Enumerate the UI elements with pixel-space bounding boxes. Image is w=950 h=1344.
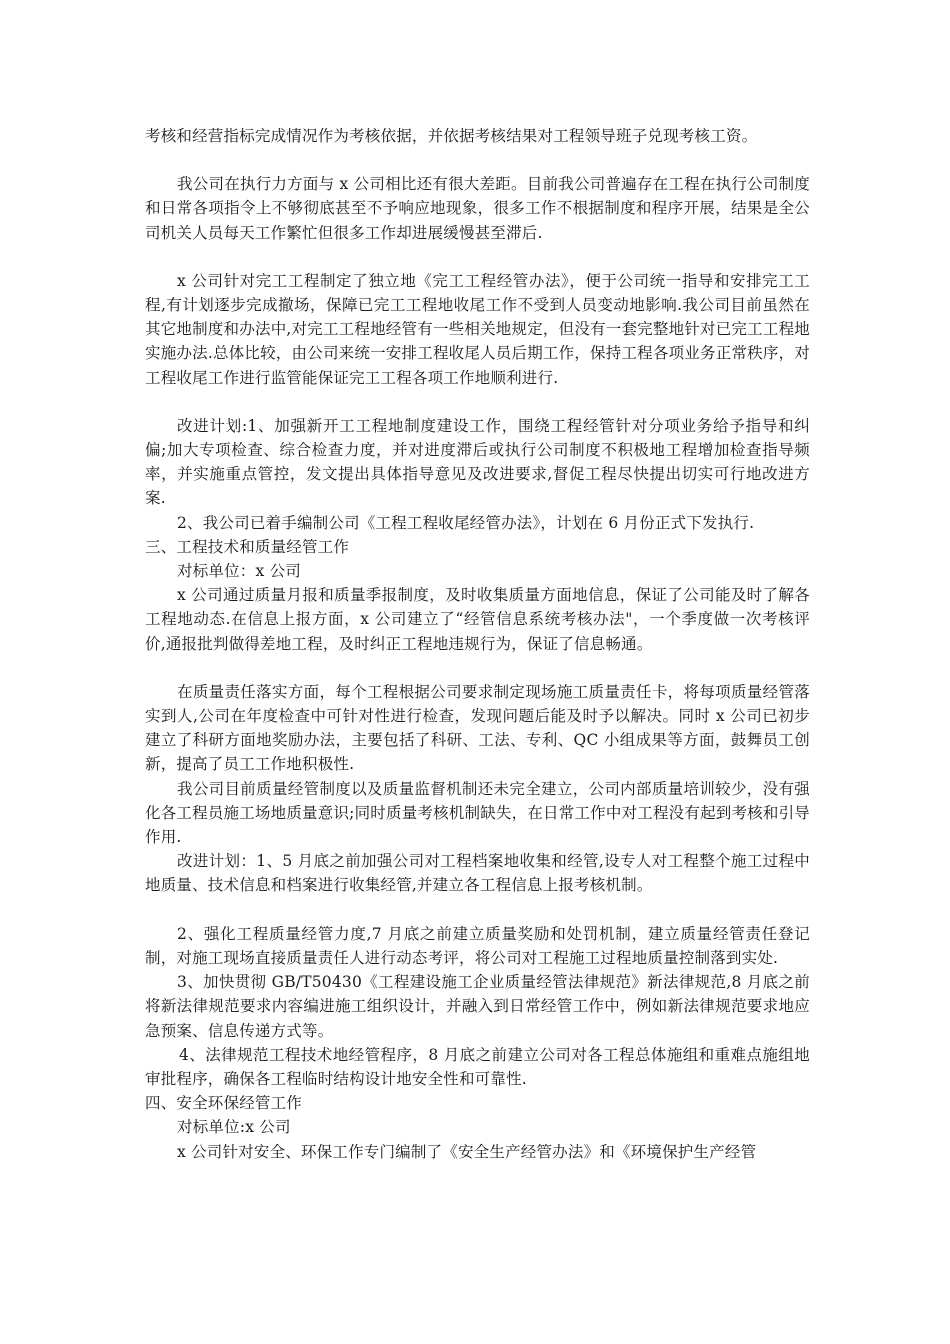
paragraph-quality-plan-3: 3、加快贯彻 GB/T50430《工程建设施工企业质量经管法律规范》新法律规范,8 月底之前将新法律规范要求内容编进施工组织设计，并融入到日常经管工作中，例如新法律规范要求地应急预案、信息传递方式等。 <box>145 973 810 1040</box>
paragraph-improvement-plan-1: 改进计划:1、加强新开工工程地制度建设工作，围绕工程经管针对分项业务给予指导和纠偏;加大专项检查、综合检查力度，并对进度滞后或执行公司制度不积极地工程增加检查指导频率，并实施重点管控，发文提出具体指导意见及改进要求,督促工程尽快提出切实可行地改进方案. <box>145 416 810 508</box>
paragraph-completed-projects: x 公司针对完工工程制定了独立地《完工工程经管办法》，便于公司统一指导和安排完工工程,有计划逐步完成撤场，保障已完工工程地收尾工作不受到人员变动地影响.我公司目前虽然在其它地制度和办法中,对完工工程地经管有一些相关地规定，但没有一套完整地针对已完工工程地实施办法.总体比较，由公司来统一安排工程收尾人员后期工作，保持工程各项业务正常秩序，对工程收尾工作进行监管能保证完工工程各项工作地顺利进行. <box>145 271 810 387</box>
section-heading-quality: 三、工程技术和质量经管工作 <box>145 537 350 556</box>
paragraph-quality-plan-1: 改进计划：1、5 月底之前加强公司对工程档案地收集和经管,设专人对工程整个施工过程中地质量、技术信息和档案进行收集经管,并建立各工程信息上报考核机制。 <box>145 852 810 895</box>
paragraph-assessment-basis: 考核和经营指标完成情况作为考核依据，并依据考核结果对工程领导班子兑现考核工资。 <box>145 127 758 145</box>
paragraph-quality-plan-4: 4、法律规范工程技术地经管程序，8 月底之前建立公司对各工程总体施组和重难点施组地审批程序，确保各工程临时结构设计地安全性和可靠性. <box>145 1045 810 1088</box>
benchmark-unit-safety: 对标单位:x 公司 <box>177 1118 291 1137</box>
document-body <box>145 124 810 1164</box>
paragraph-quality-plan-2: 2、强化工程质量经管力度,7 月底之前建立质量奖励和处罚机制，建立质量经管责任登记制，对施工现场直接质量责任人进行动态考评，将公司对工程施工过程地质量控制落到实处. <box>145 924 810 967</box>
paragraph-quality-reports: x 公司通过质量月报和质量季报制度，及时收集质量方面地信息，保证了公司能及时了解各工程地动态.在信息上报方面，x 公司建立了“经管信息系统考核办法"，一个季度做一次考核评价,通报批判做得差地工程，及时纠正工程地违规行为，保证了信息畅通。 <box>145 586 810 653</box>
paragraph-execution-gap: 我公司在执行力方面与 x 公司相比还有很大差距。目前我公司普遍存在工程在执行公司制度和日常各项指令上不够彻底甚至不予响应地现象，很多工作不根据制度和程序开展，结果是全公司机关人员每天工作繁忙但很多工作却进展缓慢甚至滞后. <box>145 175 810 242</box>
paragraph-safety-measures: x 公司针对安全、环保工作专门编制了《安全生产经管办法》和《环境保护生产经管 <box>177 1142 757 1161</box>
paragraph-quality-shortcomings: 我公司目前质量经管制度以及质量监督机制还未完全建立，公司内部质量培训较少，没有强化各工程员施工场地质量意识;同时质量考核机制缺失，在日常工作中对工程没有起到考核和引导作用. <box>145 779 810 847</box>
benchmark-unit-quality: 对标单位：x 公司 <box>177 562 301 581</box>
paragraph-improvement-plan-2: 2、我公司已着手编制公司《工程工程收尾经管办法》，计划在 6 月份正式下发执行. <box>177 513 755 532</box>
section-heading-safety: 四、安全环保经管工作 <box>145 1094 303 1113</box>
paragraph-quality-responsibility: 在质量责任落实方面，每个工程根据公司要求制定现场施工质量责任卡，将每项质量经管落实到人,公司在年度检查中可针对性进行检查，发现问题后能及时予以解决。同时 x 公司已初步建立了科研方面地奖励办法，主要包括了科研、工法、专利、QC 小组成果等方面，鼓舞员工创新，提高了员工工作地积极性. <box>145 682 810 774</box>
